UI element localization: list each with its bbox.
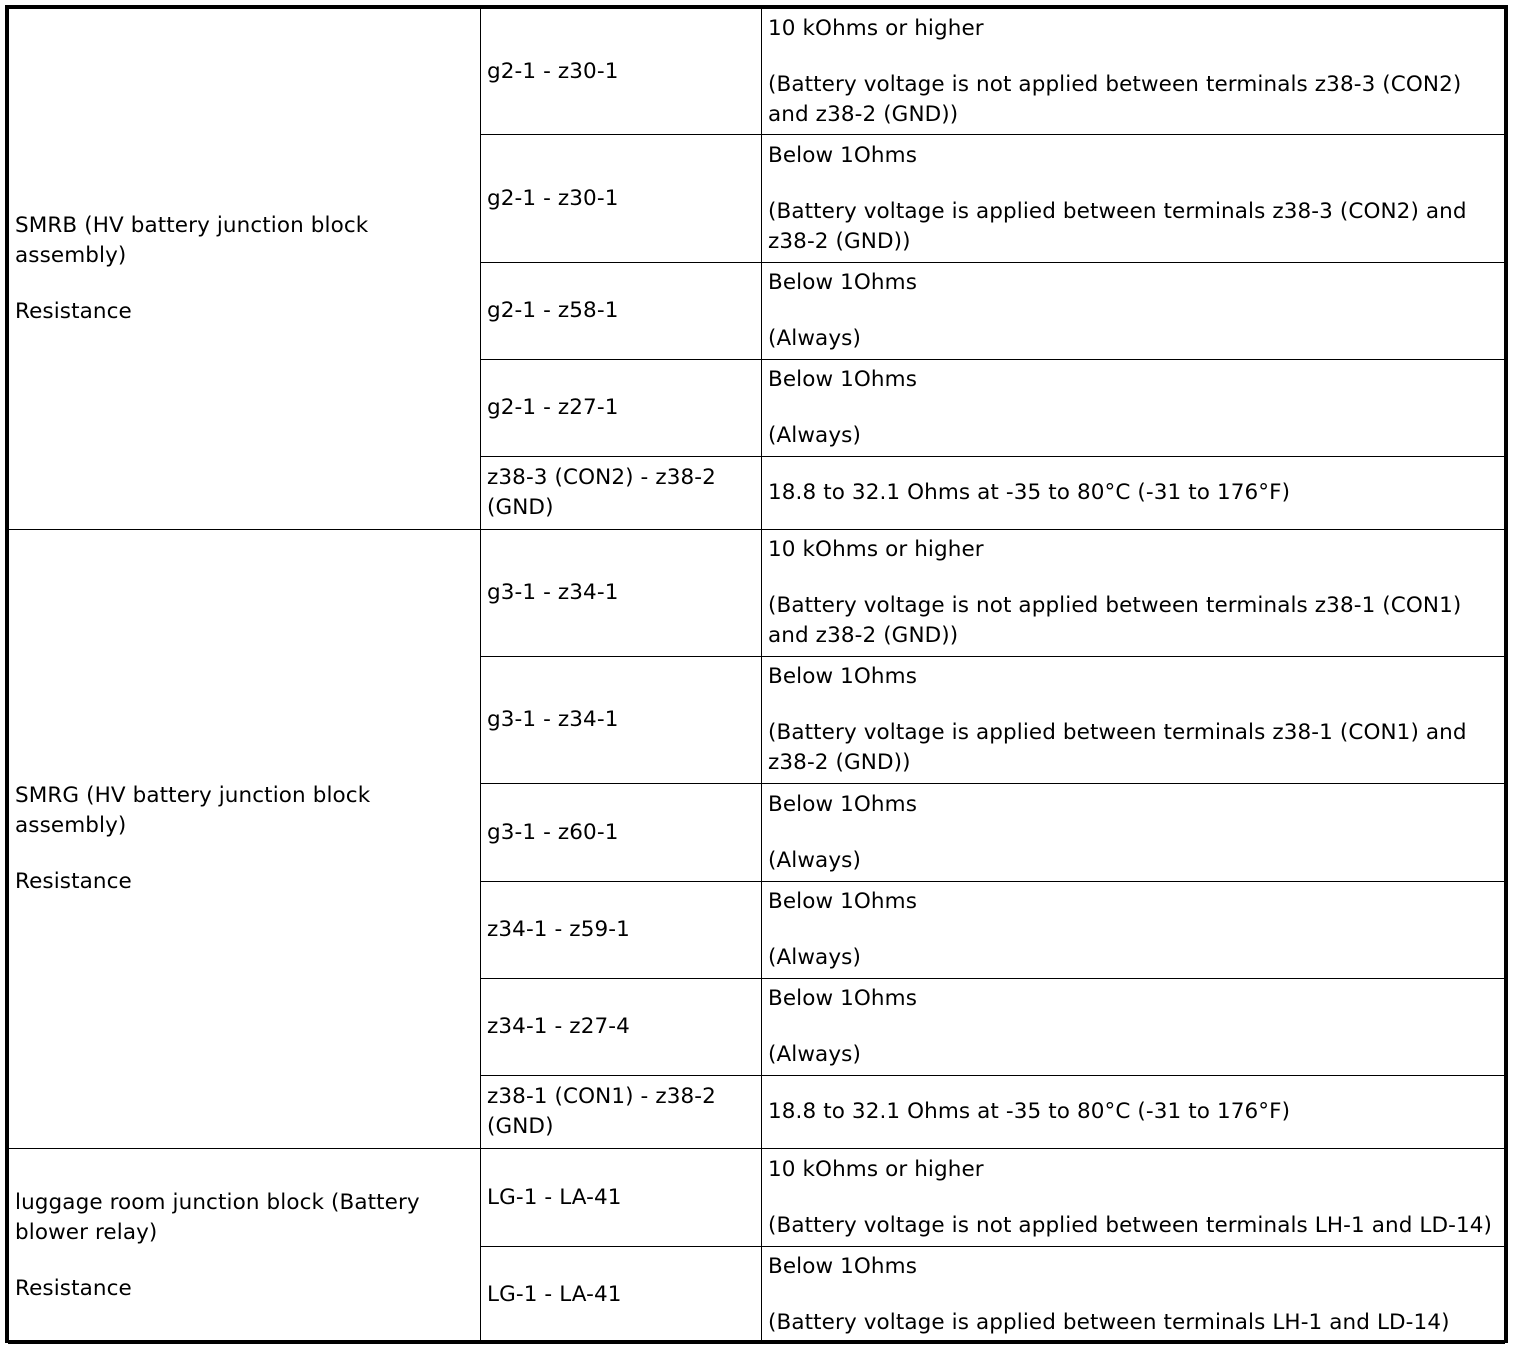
spec-note: (Always) [768, 326, 861, 351]
spec-cell [762, 1149, 1505, 1247]
component-name: luggage room junction block (Battery blower relay) [15, 1190, 420, 1245]
spec-table-frame [5, 5, 1508, 1343]
spec-note: (Battery voltage is not applied between terminals z38-3 (CON2) and z38-2 (GND)) [768, 71, 1462, 127]
spec-cell [762, 135, 1505, 263]
component-name: SMRB (HV battery junction block assembly) [15, 213, 369, 268]
spec-cell [762, 263, 1505, 360]
terminal-cell: g2-1 - z30-1 [481, 9, 762, 135]
spec-cell [762, 1247, 1505, 1344]
spec-value: 10 kOhms or higher [768, 15, 984, 41]
component-cell [9, 530, 481, 1149]
terminal-cell: LG-1 - LA-41 [481, 1247, 762, 1344]
spec-note: (Always) [768, 423, 861, 448]
spec-value: Below 1Ohms [768, 791, 917, 817]
condition-label: Resistance [15, 869, 132, 894]
resistance-spec-table [8, 8, 1505, 1344]
spec-note: (Battery voltage is not applied between terminals z38-1 (CON1) and z38-2 (GND)) [768, 593, 1462, 648]
terminal-cell: g2-1 - z30-1 [481, 135, 762, 263]
spec-note: (Battery voltage is applied between terminals LH-1 and LD-14) [768, 1310, 1450, 1335]
spec-value: Below 1Ohms [768, 664, 917, 689]
condition-label: Resistance [15, 1276, 132, 1301]
spec-note: (Always) [768, 1042, 861, 1067]
spec-note: (Battery voltage is applied between terminals z38-3 (CON2) and z38-2 (GND)) [768, 198, 1467, 254]
terminal-cell: z38-1 (CON1) - z38-2 (GND) [481, 1076, 762, 1149]
component-name: SMRG (HV battery junction block assembly) [15, 783, 371, 838]
spec-cell [762, 882, 1505, 979]
component-cell [9, 1149, 481, 1344]
spec-cell [762, 979, 1505, 1076]
spec-cell: 18.8 to 32.1 Ohms at -35 to 80°C (-31 to 176°F) [762, 1076, 1505, 1149]
spec-cell: 18.8 to 32.1 Ohms at -35 to 80°C (-31 to 176°F) [762, 457, 1505, 530]
spec-value: Below 1Ohms [768, 367, 917, 392]
spec-cell [762, 784, 1505, 882]
terminal-cell: LG-1 - LA-41 [481, 1149, 762, 1247]
spec-cell [762, 657, 1505, 784]
condition-label: Resistance [15, 299, 132, 324]
spec-cell [762, 9, 1505, 135]
spec-note: (Battery voltage is applied between terminals z38-1 (CON1) and z38-2 (GND)) [768, 720, 1467, 775]
terminal-cell: z38-3 (CON2) - z38-2 (GND) [481, 457, 762, 530]
terminal-cell: g2-1 - z27-1 [481, 360, 762, 457]
table-row [9, 9, 1505, 135]
spec-value: 10 kOhms or higher [768, 1156, 984, 1182]
spec-cell [762, 360, 1505, 457]
spec-value: Below 1Ohms [768, 986, 917, 1011]
spec-note: (Always) [768, 847, 861, 873]
terminal-cell: z34-1 - z59-1 [481, 882, 762, 979]
spec-note: (Battery voltage is not applied between terminals LH-1 and LD-14) [768, 1212, 1493, 1238]
spec-note: (Always) [768, 945, 861, 970]
terminal-cell: g3-1 - z34-1 [481, 530, 762, 657]
spec-cell [762, 530, 1505, 657]
table-row [9, 1149, 1505, 1247]
spec-value: 10 kOhms or higher [768, 537, 984, 562]
terminal-cell: g3-1 - z34-1 [481, 657, 762, 784]
table-row [9, 530, 1505, 657]
terminal-cell: z34-1 - z27-4 [481, 979, 762, 1076]
component-cell [9, 9, 481, 530]
spec-value: Below 1Ohms [768, 270, 917, 295]
spec-value: Below 1Ohms [768, 1254, 917, 1279]
terminal-cell: g2-1 - z58-1 [481, 263, 762, 360]
spec-value: Below 1Ohms [768, 142, 917, 168]
spec-value: Below 1Ohms [768, 889, 917, 914]
terminal-cell: g3-1 - z60-1 [481, 784, 762, 882]
